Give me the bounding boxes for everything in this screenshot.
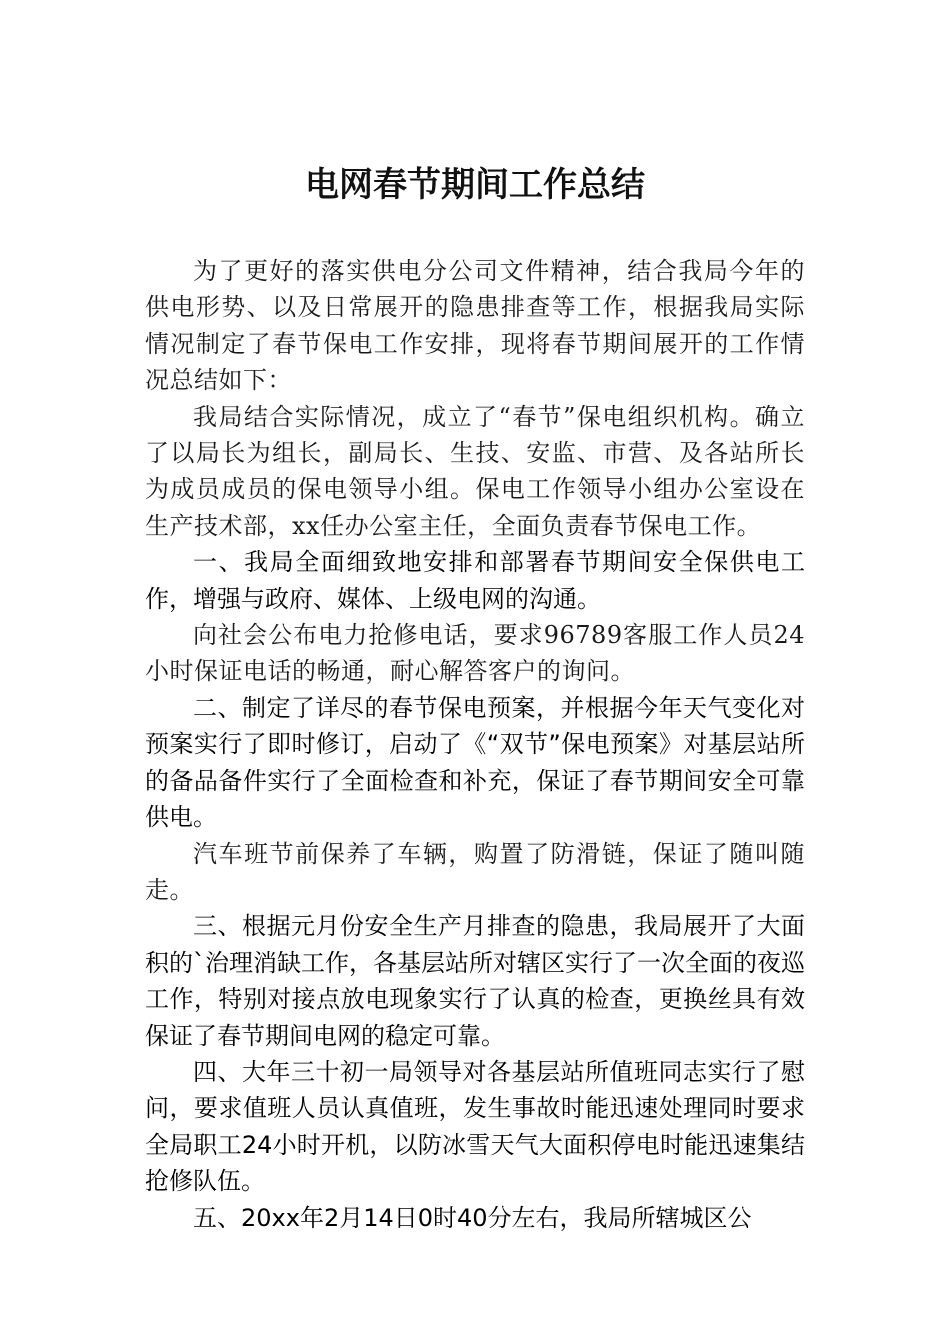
- section-heading-5: 五、20xx年2月14日0时40分左右，我局所辖城区公: [193, 1203, 752, 1232]
- document-title: 电网春节期间工作总结: [305, 165, 645, 205]
- paragraph-organization: 我局结合实际情况，成立了“春节”保电组织机构。确立了以局长为组长，副局长、生技、安监、市营、及各站所长为成员成员的保电领导小组。保电工作领导小组办公室设在生产技术部，xx任办公室主任，全面负责春节保电工作。: [145, 402, 805, 540]
- document-body: [145, 253, 805, 1236]
- section-heading-3: 三、根据元月份安全生产月排查的隐患，我局展开了大面积的`治理消缺工作，各基层站所对辖区实行了一次全面的夜巡工作，特别对接点放电现象实行了认真的检查，更换丝具有效保证了春节期间电网的稳定可靠。: [145, 912, 805, 1050]
- section-heading-4: 四、大年三十初一局领导对各基层站所值班同志实行了慰问，要求值班人员认真值班，发生事故时能迅速处理同时要求全局职工24小时开机，以防冰雪天气大面积停电时能迅速集结抢修队伍。: [145, 1057, 805, 1196]
- section-heading-2: 二、制定了详尽的春节保电预案，并根据今年天气变化对预案实行了即时修订，启动了《“双节”保电预案》对基层站所的备品备件实行了全面检查和补充，保证了春节期间安全可靠供电。: [145, 693, 805, 832]
- paragraph-hotline: 向社会公布电力抢修电话，要求96789客服工作人员24小时保证电话的畅通，耐心解答客户的询问。: [145, 621, 805, 686]
- paragraph-intro: 为了更好的落实供电分公司文件精神，结合我局今年的供电形势、以及日常展开的隐患排查等工作，根据我局实际情况制定了春节保电工作安排，现将春节期间展开的工作情况总结如下：: [145, 257, 805, 395]
- section-heading-1: 一、我局全面细致地安排和部署春节期间安全保供电工作，增强与政府、媒体、上级电网的沟通。: [145, 548, 805, 613]
- paragraph-vehicles: 汽车班节前保养了车辆，购置了防滑链，保证了随叫随走。: [145, 839, 805, 904]
